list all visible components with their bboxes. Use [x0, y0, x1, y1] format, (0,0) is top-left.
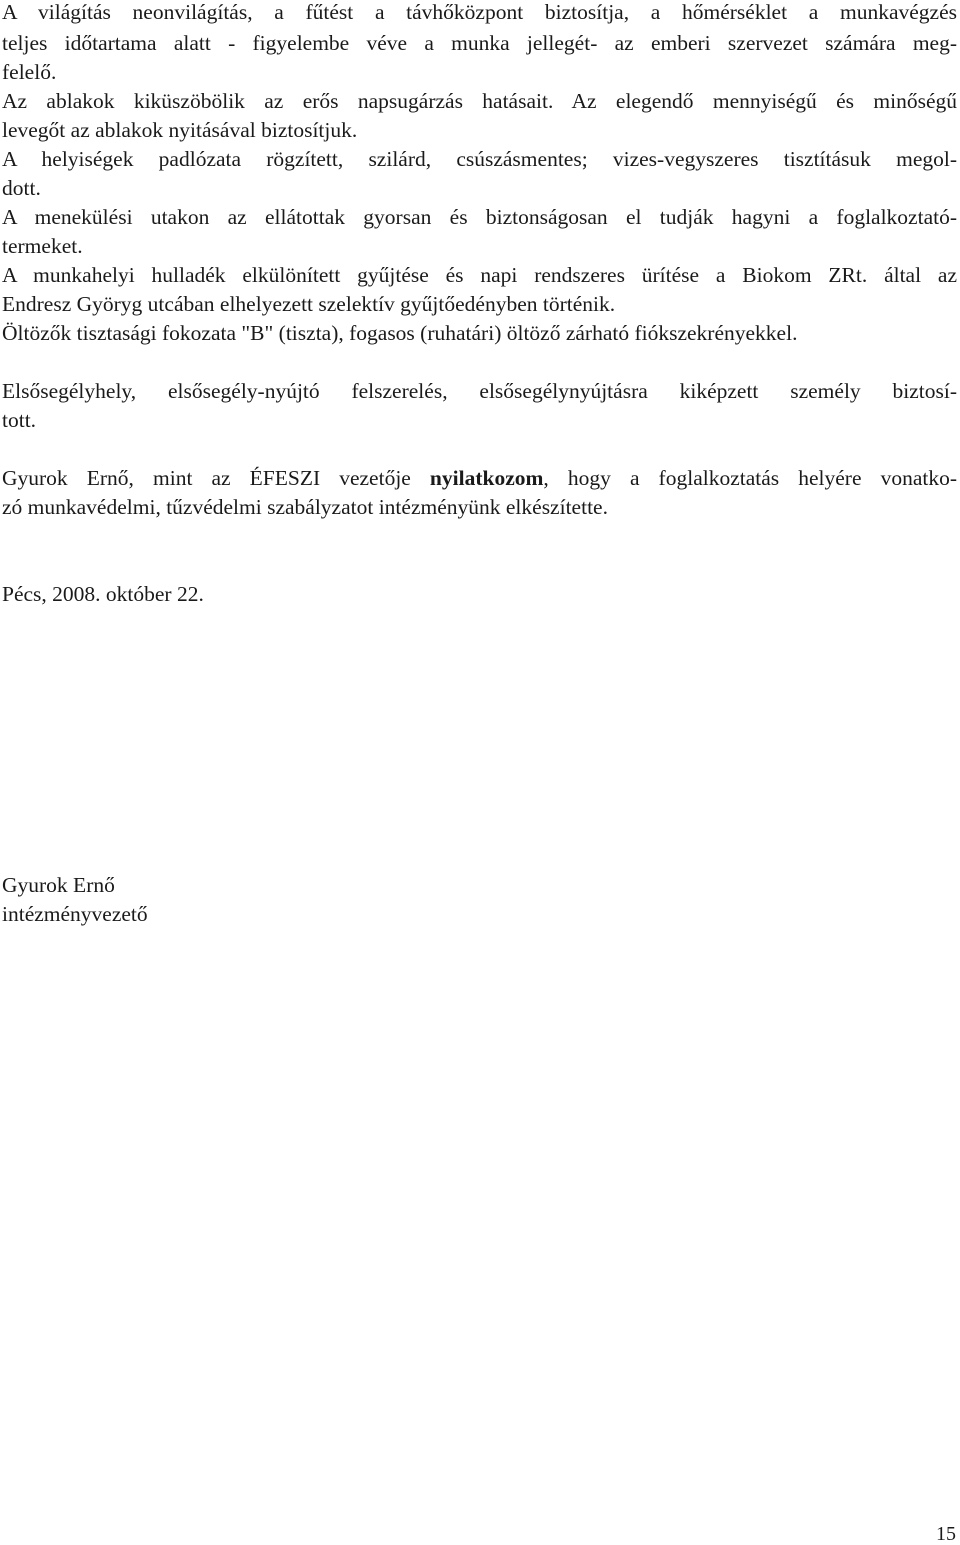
- page-number: 15: [936, 1523, 956, 1545]
- signature-title: intézményvezető: [2, 902, 148, 926]
- text-line: teljes időtartama alatt - figyelembe véve a munka jellegét- az emberi szervezet számára meg-: [2, 31, 957, 55]
- text-line: Endresz Györyg utcában elhelyezett szelektív gyűjtőedényben történik.: [2, 292, 616, 316]
- text-line: A helyiségek padlózata rögzített, szilárd, csúszásmentes; vizes-vegyszeres tisztításuk megol-: [2, 147, 957, 171]
- signature-name: Gyurok Ernő: [2, 873, 115, 897]
- text-line: Öltözők tisztasági fokozata "B" (tiszta), fogasos (ruhatári) öltöző zárható fiókszekrényekkel.: [2, 321, 798, 345]
- text-line: Elsősegélyhely, elsősegély-nyújtó felszerelés, elsősegélynyújtásra kiképzett személy biztosí-: [2, 379, 957, 403]
- declaration-bold-word: nyilatkozom: [429, 466, 544, 490]
- text-line: zó munkavédelmi, tűzvédelmi szabályzatot intézményünk elkészítette.: [2, 495, 608, 519]
- text-line: levegőt az ablakok nyitásával biztosítjuk.: [2, 118, 358, 142]
- text-line: tott.: [2, 408, 37, 432]
- text-line: A világítás neonvilágítás, a fűtést a távhőközpont biztosítja, a hőmérséklet a munkavégzés: [2, 0, 957, 24]
- text-line: A menekülési utakon az ellátottak gyorsan és biztonságosan el tudják hagyni a foglalkoztató-: [2, 205, 957, 229]
- text-line: A munkahelyi hulladék elkülönített gyűjtése és napi rendszeres ürítése a Biokom ZRt. által az: [2, 263, 957, 287]
- place-date: Pécs, 2008. október 22.: [2, 582, 204, 606]
- text-line: [2, 468, 957, 490]
- text-line: dott.: [2, 176, 41, 200]
- declaration-text: Gyurok Ernő, mint az ÉFESZI vezetője: [2, 466, 430, 490]
- text-line: termeket.: [2, 234, 83, 258]
- text-line: Az ablakok kiküszöbölik az erős napsugárzás hatásait. Az elegendő mennyiségű és minőségű: [2, 89, 957, 113]
- declaration-text: , hogy a foglalkoztatás helyére vonatko-: [543, 466, 957, 490]
- text-line: felelő.: [2, 60, 57, 84]
